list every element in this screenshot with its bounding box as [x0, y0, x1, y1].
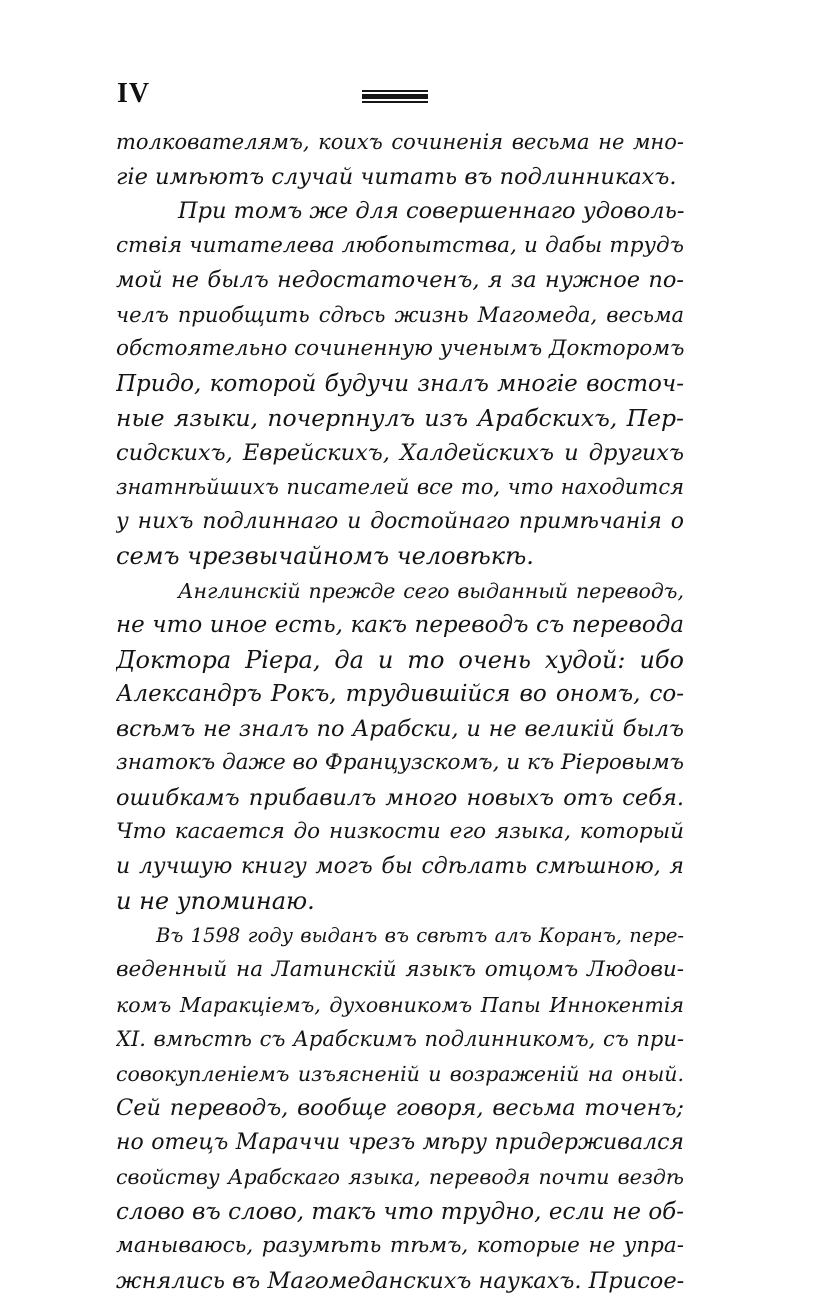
text-line: ствія читателева любопытства, и дабы трудъ [116, 229, 684, 264]
body-text [116, 125, 684, 1298]
page-number: IV [117, 80, 150, 108]
text-line: комъ Маракціемъ, духовникомъ Папы Иннокентія [116, 988, 684, 1023]
text-line: знатокъ даже во Французскомъ, и къ Ріеровымъ [116, 746, 684, 781]
text-line: мой не былъ недостаточенъ, я за нужное по- [116, 263, 684, 298]
text-line: Что касается до низкости его языка, который [116, 815, 684, 850]
text-line: Въ 1598 году выданъ въ свѣтъ алъ Коранъ, пере- [116, 919, 684, 954]
text-line: толкователямъ, коихъ сочиненія весьма не мно- [116, 125, 684, 160]
text-line: сидскихъ, Еврейскихъ, Халдейскихъ и другихъ [116, 436, 684, 471]
text-line: не что иное есть, какъ переводъ съ перевода [116, 608, 684, 643]
text-line: семъ чрезвычайномъ человѣкѣ. [116, 539, 684, 574]
text-line: совокупленіемъ изъясненій и возраженій на оный. [116, 1057, 684, 1092]
text-line: Придо, которой будучи зналъ многіе восточ- [116, 367, 684, 402]
text-line: Сей переводъ, вообще говоря, весьма точенъ; [116, 1091, 684, 1126]
text-line: манываюсь, разумѣть тѣмъ, которые не упра- [116, 1229, 684, 1264]
text-line: но отецъ Мараччи чрезъ мѣру придерживался [116, 1126, 684, 1161]
text-line: ные языки, почерпнулъ изъ Арабскихъ, Пер- [116, 401, 684, 436]
text-line: гіе имѣютъ случай читать въ подлинникахъ. [116, 160, 684, 195]
text-line: и не упоминаю. [116, 884, 684, 919]
text-line: челъ приобщить сдѣсь жизнь Магомеда, весьма [116, 298, 684, 333]
text-line: и лучшую книгу могъ бы сдѣлать смѣшною, я [116, 850, 684, 885]
text-line: ошибкамъ прибавилъ много новыхъ отъ себя. [116, 781, 684, 816]
text-line: Александръ Рокъ, трудившійся во ономъ, со- [116, 677, 684, 712]
text-line: жнялись въ Магомеданскихъ наукахъ. Присое- [116, 1264, 684, 1298]
text-line: XI. вмѣстѣ съ Арабскимъ подлинникомъ, съ при- [116, 1022, 684, 1057]
text-line: знатнѣйшихъ писателей все то, что находится [116, 470, 684, 505]
header-ornament-rule [362, 90, 428, 104]
text-line: веденный на Латинскій языкъ отцомъ Людови- [116, 953, 684, 988]
text-line: у нихъ подлиннаго и достойнаго примѣчанія о [116, 505, 684, 540]
text-line: слово въ слово, такъ что трудно, если не об- [116, 1195, 684, 1230]
text-line: Англинскій прежде сего выданный переводъ, [116, 574, 684, 609]
text-line: всѣмъ не зналъ по Арабски, и не великій былъ [116, 712, 684, 747]
text-line: Доктора Ріера, да и то очень худой: ибо [116, 643, 684, 678]
text-line: свойству Арабскаго языка, переводя почти вездѣ [116, 1160, 684, 1195]
text-line: При томъ же для совершеннаго удоволь- [116, 194, 684, 229]
text-line: обстоятельно сочиненную ученымъ Докторомъ [116, 332, 684, 367]
